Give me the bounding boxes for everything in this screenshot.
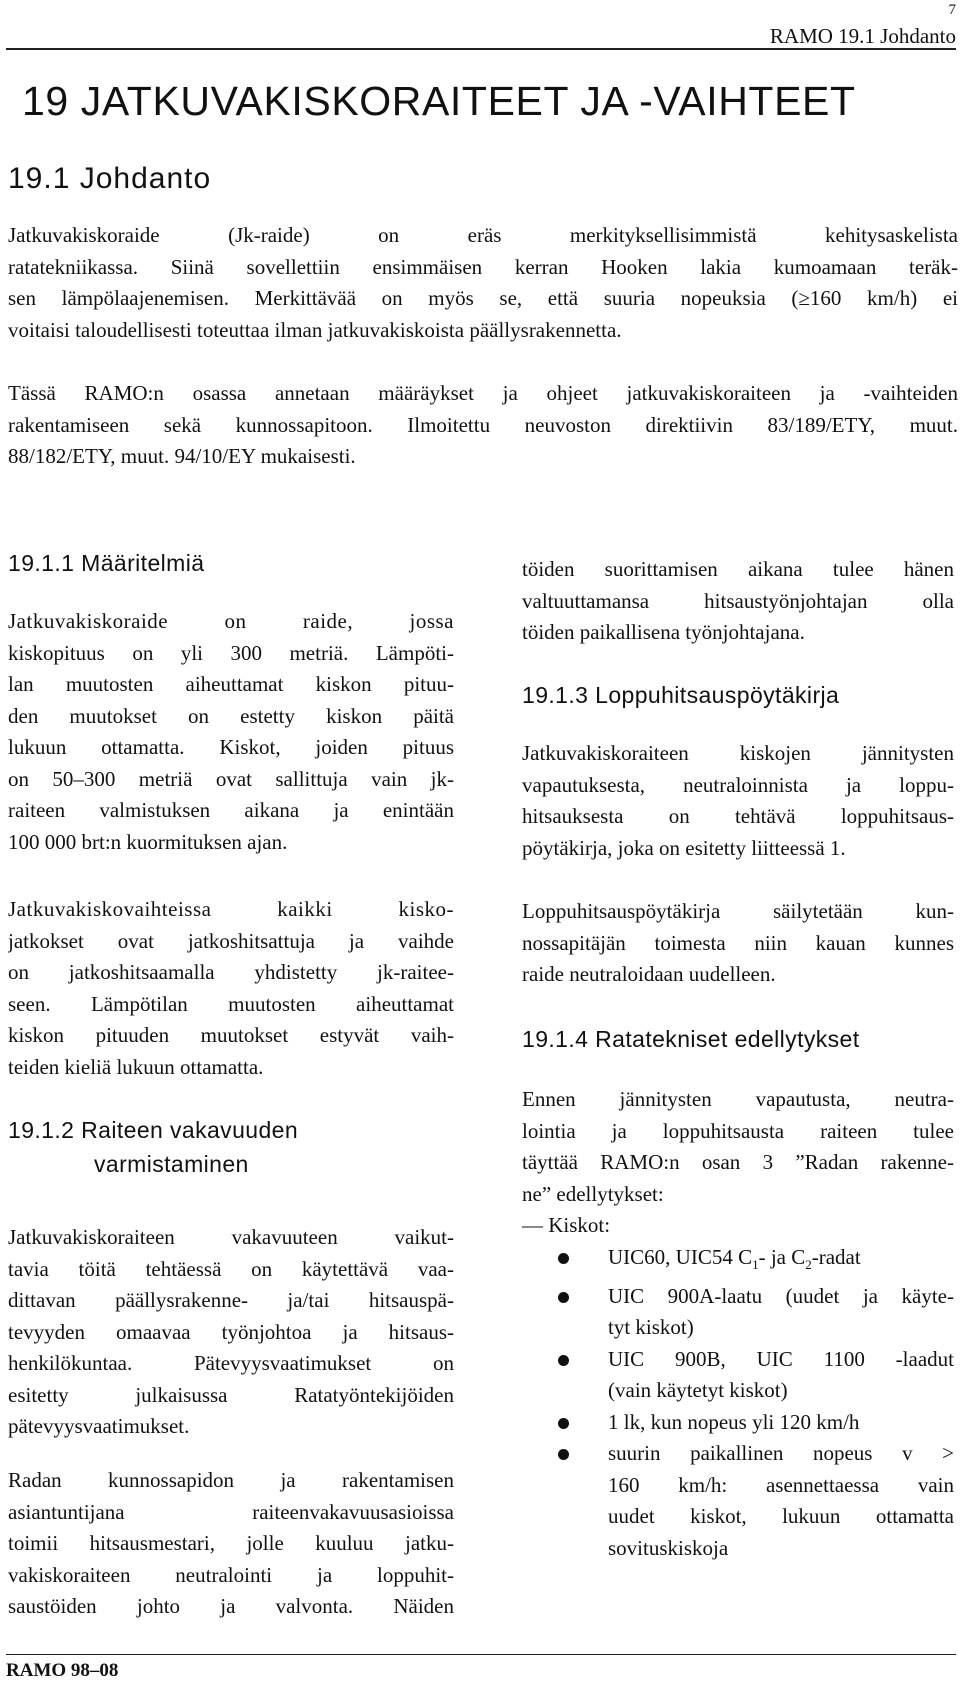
continued-paragraph — [522, 554, 954, 649]
text-line: töiden suorittamisen aikana tulee hänen — [522, 557, 954, 581]
subscript: 1 — [752, 1257, 759, 1273]
text-line: voitaisi taloudellisesti toteuttaa ilman jatkuvakiskoista päällysrakennetta. — [8, 317, 622, 342]
list-item — [522, 1242, 954, 1281]
text-line: Jatkuvakiskoraide (Jk-raide) on eräs merkityksellisimmistä kehitysaskelista — [8, 223, 958, 247]
rail-requirements-list — [522, 1242, 954, 1564]
text-line: lointia ja loppuhitsausta raiteen tulee — [522, 1118, 954, 1143]
list-item — [522, 1344, 954, 1407]
footer-rule — [6, 1654, 956, 1655]
bullet-icon — [558, 1449, 569, 1460]
list-item — [522, 1281, 954, 1344]
definitions-paragraph — [8, 606, 454, 858]
heading-19-1-2: 19.1.2 Raiteen vakavuuden — [8, 1117, 299, 1143]
text-line: Jatkuvakiskoraide on raide, jossa — [8, 609, 454, 633]
text-line: lukuun ottamatta. Kiskot, joiden pituus — [8, 735, 454, 759]
text-line: Loppuhitsauspöytäkirja säilytetään kun- — [522, 899, 954, 923]
text-line: UIC 900A-laatu (uudet ja käyte- — [608, 1283, 954, 1308]
text-line: UIC 900B, UIC 1100 -laadut — [608, 1346, 954, 1371]
text-line: suurin paikallinen nopeus v > — [608, 1441, 954, 1466]
bullet-icon — [558, 1418, 569, 1429]
header-rule — [6, 48, 956, 50]
expert-paragraph — [8, 1465, 454, 1623]
text-line: saustöiden johto ja valvonta. Näiden — [8, 1594, 454, 1618]
running-header: RAMO 19.1 Johdanto — [769, 24, 956, 48]
text-line: töiden paikallisena työnjohtajana. — [522, 620, 805, 644]
text-line: Radan kunnossapidon ja rakentamisen — [8, 1468, 454, 1492]
text-line: Jatkuvakiskovaihteissa kaikki kisko- — [8, 897, 454, 921]
text-line: pätevyysvaatimukset. — [8, 1414, 190, 1438]
text-line: henkilökuntaa. Pätevyysvaatimukset on — [8, 1351, 454, 1375]
text-line: 160 km/h: asennettaessa vain — [608, 1472, 954, 1497]
text-line: sovituskiskoja — [608, 1535, 729, 1560]
text-line: sen lämpölaajenemisen. Merkittävää on myös se, että suuria nopeuksia (≥160 km/h) ei — [8, 286, 958, 310]
text-span: - ja C — [758, 1245, 806, 1269]
chapter-title: 19 JATKUVAKISKORAITEET JA -VAIHTEET — [22, 78, 856, 124]
text-line: hitsauksesta on tehtävä loppuhitsaus- — [522, 804, 954, 828]
bullet-icon — [558, 1355, 569, 1366]
text-line: jatkokset ovat jatkoshitsattuja ja vaihde — [8, 928, 454, 953]
text-line: 1 lk, kun nopeus yli 120 km/h — [608, 1409, 860, 1434]
list-item — [522, 1407, 954, 1439]
requirements-paragraph — [522, 1084, 954, 1242]
stability-paragraph — [8, 1222, 454, 1443]
bullet-icon — [558, 1292, 569, 1303]
text-line: Jatkuvakiskoraiteen kiskojen jännitysten — [522, 741, 954, 765]
heading-19-1-1: 19.1.1 Määritelmiä — [8, 550, 205, 576]
switches-paragraph — [8, 894, 454, 1083]
heading-19-1-2-continued: varmistaminen — [94, 1151, 249, 1177]
text-line: rakentamiseen sekä kunnossapitoon. Ilmoitettu neuvoston direktiivin 83/189/ETY, muut. — [8, 412, 958, 437]
text-line: Tässä RAMO:n osassa annetaan määräykset ja ohjeet jatkuvakiskoraiteen ja -vaihteiden — [8, 381, 958, 405]
text-line: 88/182/ETY, muut. 94/10/EY mukaisesti. — [8, 444, 356, 468]
text-line: ratatekniikassa. Siinä sovellettiin ensimmäisen kerran Hooken lakia kumoamaan teräk- — [8, 254, 958, 279]
text-line: vapautuksesta, neutraloinnista ja loppu- — [522, 772, 954, 797]
text-line: tavia töitä tehtäessä on käytettävä vaa- — [8, 1256, 454, 1281]
text-line: teiden kieliä lukuun ottamatta. — [8, 1054, 264, 1079]
text-line: täyttää RAMO:n osan 3 ”Radan rakenne- — [522, 1150, 954, 1174]
text-line: on jatkoshitsaamalla yhdistetty jk-raitee- — [8, 960, 454, 984]
section-title: 19.1 Johdanto — [8, 162, 212, 195]
footer-label: RAMO 98–08 — [6, 1660, 119, 1681]
subscript: 2 — [805, 1257, 812, 1273]
heading-19-1-4: 19.1.4 Ratatekniset edellytykset — [522, 1026, 860, 1052]
text-line: on 50–300 metriä ovat sallittuja vain jk- — [8, 766, 454, 791]
text-line: kiskopituus on yli 300 metriä. Lämpöti- — [8, 640, 454, 665]
bullet-icon — [558, 1253, 569, 1264]
list-item — [522, 1438, 954, 1564]
record-keeping-paragraph — [522, 896, 954, 991]
text-line: Ennen jännitysten vapautusta, neutra- — [522, 1087, 954, 1111]
text-line: raide neutraloidaan uudelleen. — [522, 962, 776, 986]
page-number: 7 — [948, 2, 956, 18]
text-line: nossapitäjän toimesta niin kauan kunnes — [522, 930, 954, 955]
text-line: dittavan päällysrakenne- ja/tai hitsauspä- — [8, 1288, 454, 1312]
text-line: den muutokset on estetty kiskon päitä — [8, 703, 454, 728]
final-welding-paragraph — [522, 738, 954, 864]
text-line: toimii hitsausmestari, jolle kuuluu jatku- — [8, 1531, 454, 1555]
text-line: raiteen valmistuksen aikana ja enintään — [8, 798, 454, 822]
intro-paragraph-1 — [8, 220, 958, 346]
text-line: esitetty julkaisussa Ratatyöntekijöiden — [8, 1382, 454, 1407]
text-line: tyt kiskot) — [608, 1315, 694, 1340]
text-line: 100 000 brt:n kuormituksen ajan. — [8, 829, 288, 854]
text-line: seen. Lämpötilan muutosten aiheuttamat — [8, 991, 454, 1016]
text-line: lan muutosten aiheuttamat kiskon pituu- — [8, 672, 454, 696]
text-span: UIC60, UIC54 C — [608, 1245, 753, 1269]
text-line: ne” edellytykset: — [522, 1181, 664, 1206]
text-line: uudet kiskot, lukuun ottamatta — [608, 1504, 954, 1529]
text-line: (vain käytetyt kiskot) — [608, 1378, 788, 1403]
text-line: valtuuttamansa hitsaustyönjohtajan olla — [522, 588, 954, 613]
text-line: Jatkuvakiskoraiteen vakavuuteen vaikut- — [8, 1225, 454, 1249]
text-line: kiskon pituuden muutokset estyvät vaih- — [8, 1023, 454, 1047]
text-line: vakiskoraiteen neutralointi ja loppuhit- — [8, 1562, 454, 1587]
text-line: tevyyden omaavaa työnjohtoa ja hitsaus- — [8, 1319, 454, 1344]
text-span: -radat — [811, 1245, 861, 1269]
text-line: pöytäkirja, joka on esitetty liitteessä 1. — [522, 835, 846, 860]
heading-19-1-3: 19.1.3 Loppuhitsauspöytäkirja — [522, 682, 840, 708]
intro-paragraph-2 — [8, 378, 958, 473]
dash-item-rails: — Kiskot: — [522, 1213, 611, 1237]
text-line: asiantuntijana raiteenvakavuusasioissa — [8, 1499, 454, 1524]
